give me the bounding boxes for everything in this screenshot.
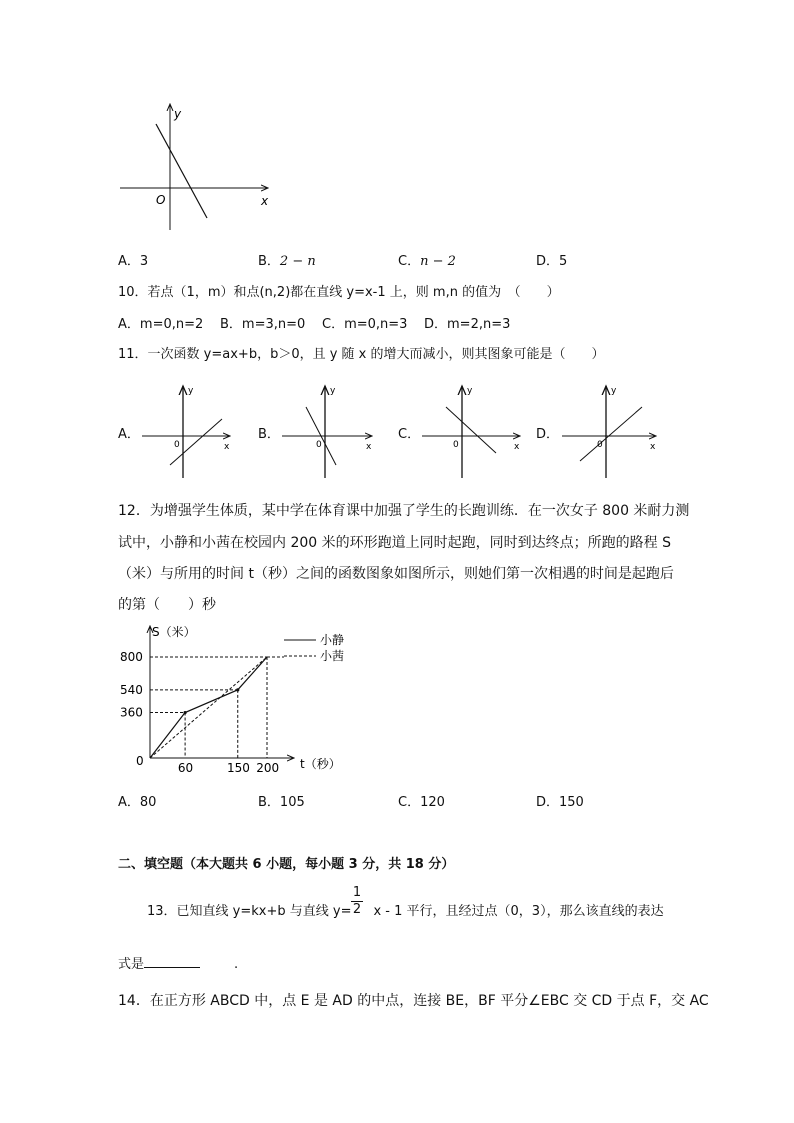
q12-distance-time-chart: [116, 620, 356, 780]
option-text: 105: [279, 795, 305, 810]
q9-graph: [110, 100, 280, 230]
y-tick-label: 800: [120, 650, 143, 664]
y-axis-title: S（米）: [152, 625, 196, 639]
q10-option-d[interactable]: [424, 313, 510, 332]
q9-option-c[interactable]: [398, 250, 456, 269]
option-letter: A．: [118, 254, 140, 269]
q12-option-c[interactable]: [398, 791, 445, 810]
legend-label-xiaoqian: 小茜: [320, 649, 345, 663]
fraction-numerator: 1: [352, 885, 362, 900]
q11-graph-a[interactable]: [140, 383, 240, 483]
option-letter: C．: [398, 254, 421, 269]
legend-label-xiaojing: 小静: [320, 633, 345, 647]
y-tick-label: 540: [120, 682, 143, 697]
q13-fraction: [351, 885, 363, 918]
y-axis-label: y: [330, 386, 336, 396]
x-tick-label: 150: [226, 761, 250, 775]
q11-option-d-letter[interactable]: D．: [536, 427, 560, 442]
q11-option-b-letter[interactable]: B．: [258, 427, 280, 442]
q9-option-a[interactable]: [118, 250, 148, 269]
option-text: m=3,n=0: [241, 317, 306, 332]
y-axis-label: y: [467, 386, 473, 396]
q13-text-prefix: 式是: [118, 957, 145, 972]
option-text: 3: [139, 254, 149, 269]
x-tick-label: 200: [256, 761, 280, 775]
option-letter: A．: [118, 317, 140, 332]
option-letter: C．: [398, 795, 421, 810]
origin-label: O: [156, 193, 166, 207]
y-axis-label: y: [188, 386, 194, 396]
q11-option-c-letter[interactable]: C．: [398, 427, 421, 442]
q12-stem-line-3: （米）与所用的时间 t（秒）之间的函数图象如图所示，则她们第一次相遇的时间是起跑后: [118, 566, 674, 582]
q14-stem: 14．在正方形 ABCD 中，点 E 是 AD 的中点，连接 BE，BF 平分∠EBC 交 CD 于点 F，交 AC: [118, 993, 709, 1009]
option-letter: C．: [322, 317, 345, 332]
q12-stem-line-1: 12．为增强学生体质，某中学在体育课中加强了学生的长跑训练．在一次女子 800 米耐力测: [118, 503, 690, 519]
section-heading: 二、填空题（本大题共 6 小题，每小题 3 分，共 18 分）: [118, 857, 455, 872]
option-text: 5: [559, 254, 568, 269]
function-line: [580, 407, 642, 461]
q13-text-period: .: [234, 957, 239, 972]
q11-graph-d[interactable]: [560, 383, 670, 483]
q12-stem-line-2: 试中，小静和小茜在校园内 200 米的环形跑道上同时起跑，同时到达终点；所跑的路程 S: [118, 535, 671, 551]
data-point: [184, 711, 187, 714]
y-axis-label: y: [611, 386, 617, 396]
origin-label: 0: [453, 440, 459, 450]
q12-option-b[interactable]: [258, 791, 305, 810]
q10-option-a[interactable]: [118, 313, 203, 332]
x-axis-title: t（秒）: [300, 757, 341, 771]
x-axis-label: x: [650, 442, 656, 452]
q10-stem: 10．若点（1，m）和点(n,2)都在直线 y=x-1 上，则 m,n 的值为 （ ）: [118, 285, 560, 300]
q12-stem-line-4: 的第（ ）秒: [118, 597, 216, 613]
origin-label: 0: [597, 440, 603, 450]
origin-label: 0: [136, 754, 144, 768]
q12-option-a[interactable]: [118, 791, 156, 810]
q13-line-2: [118, 953, 238, 972]
q13-text-part-2: x - 1 平行，且经过点（0，3），那么该直线的表达: [373, 904, 664, 919]
option-letter: D．: [536, 795, 560, 810]
option-text: 80: [139, 795, 157, 810]
x-axis-label: x: [261, 194, 269, 208]
fraction-denominator: 2: [352, 902, 362, 917]
option-letter: A．: [118, 795, 140, 810]
y-tick-label: 360: [120, 705, 143, 720]
q9-option-b[interactable]: [258, 250, 316, 269]
origin-label: 0: [316, 440, 322, 450]
option-text: m=2,n=3: [447, 317, 511, 332]
q13-line-1: [147, 900, 664, 919]
option-text: 2 − n: [279, 254, 316, 269]
option-text: m=0,n=3: [344, 317, 408, 332]
q11-option-a-letter[interactable]: A．: [118, 427, 140, 442]
q11-graph-c[interactable]: [420, 383, 530, 483]
option-text: m=0,n=2: [139, 317, 204, 332]
q12-option-d[interactable]: [536, 791, 584, 810]
q10-option-b[interactable]: [220, 313, 305, 332]
option-letter: B．: [258, 795, 280, 810]
q11-graph-b[interactable]: [280, 383, 380, 483]
q13-text-part-1: 13．已知直线 y=kx+b 与直线 y=: [147, 904, 352, 919]
answer-blank[interactable]: [144, 955, 200, 968]
option-letter: B．: [258, 254, 280, 269]
option-text: 150: [559, 795, 584, 810]
option-text: n − 2: [420, 254, 456, 269]
option-letter: B．: [220, 317, 242, 332]
x-axis-label: x: [514, 442, 520, 452]
data-point: [236, 688, 239, 691]
option-letter: D．: [424, 317, 448, 332]
x-axis-label: x: [224, 442, 230, 452]
option-letter: D．: [536, 254, 560, 269]
origin-label: 0: [174, 440, 180, 450]
q11-stem: 11．一次函数 y=ax+b，b＞0，且 y 随 x 的增大而减小，则其图象可能是（ ）: [118, 347, 605, 362]
q9-option-d[interactable]: [536, 250, 567, 269]
x-axis-label: x: [366, 442, 372, 452]
y-axis-label: y: [174, 107, 182, 121]
series-line-xiaoqian: [150, 657, 267, 758]
q10-option-c[interactable]: [322, 313, 407, 332]
x-tick-label: 60: [177, 761, 194, 775]
option-text: 120: [420, 795, 445, 810]
